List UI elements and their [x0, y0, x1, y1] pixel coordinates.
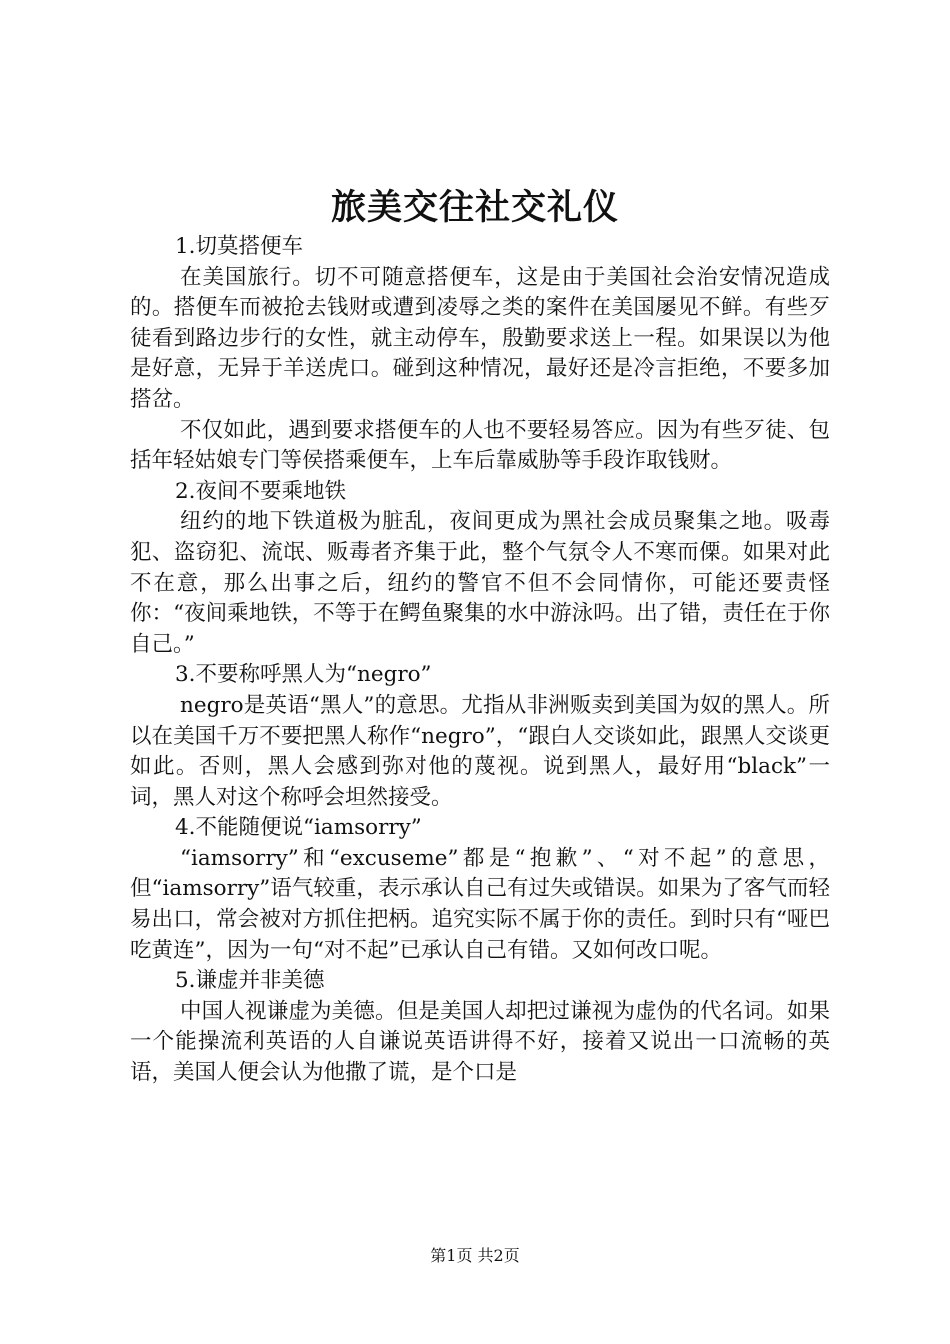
- section-heading: 3.不要称呼黑人为“negro”: [175, 662, 432, 688]
- paragraph: negro是英语“黑人”的意思。尤指从非洲贩卖到美国为奴的黑人。所以在美国千万不要把黑人称作“negro”，“跟白人交谈如此，跟黑人交谈更如此。否则，黑人会感到弥对他的蔑视。说到黑人，最好用“black”一词，黑人对这个称呼会坦然接受。: [130, 692, 830, 810]
- section-heading: 4.不能随便说“iamsorry”: [175, 815, 422, 841]
- paragraph: 不仅如此，遇到要求搭便车的人也不要轻易答应。因为有些歹徒、包括年轻姑娘专门等侯搭乘便车，上车后靠威胁等手段诈取钱财。: [130, 417, 830, 474]
- document-title: 旅美交往社交礼仪: [330, 187, 619, 228]
- paragraph: 在美国旅行。切不可随意搭便车，这是由于美国社会治安情况造成的。搭便车而被抢去钱财或遭到凌辱之类的案件在美国屡见不鲜。有些歹徒看到路边步行的女性，就主动停车，殷勤要求送上一程。如果误以为他是好意，无异于羊送虎口。碰到这种情况，最好还是冷言拒绝，不要多加搭岔。: [130, 264, 830, 412]
- paragraph: “iamsorry”和“excuseme”都是“抱歉”、“对不起”的意思，但“iamsorry”语气较重，表示承认自己有过失或错误。如果为了客气而轻易出口，常会被对方抓住把柄。追究实际不属于你的责任。到时只有“哑巴吃黄连”，因为一句“对不起”已承认自己有错。又如何改口呢。: [130, 845, 830, 963]
- paragraph: 纽约的地下铁道极为脏乱，夜间更成为黑社会成员聚集之地。吸毒犯、盗窃犯、流氓、贩毒者齐集于此，整个气氛令人不寒而傈。如果对此不在意，那么出事之后，纽约的警官不但不会同情你，可能还要责怪你：“夜间乘地铁，不等于在鳄鱼聚集的水中游泳吗。出了错，责任在于你自己。”: [130, 509, 830, 657]
- paragraph: 中国人视谦虚为美德。但是美国人却把过谦视为虚伪的代名词。如果一个能操流利英语的人自谦说英语讲得不好，接着又说出一口流畅的英语，美国人便会认为他撒了谎，是个口是: [130, 998, 830, 1086]
- section-heading: 5.谦虚并非美德: [175, 968, 325, 994]
- page-footer: 第1页 共2页: [430, 1246, 520, 1265]
- section-heading: 1.切莫搭便车: [175, 234, 304, 259]
- section-heading: 2.夜间不要乘地铁: [175, 478, 347, 504]
- document-body: [130, 232, 830, 1089]
